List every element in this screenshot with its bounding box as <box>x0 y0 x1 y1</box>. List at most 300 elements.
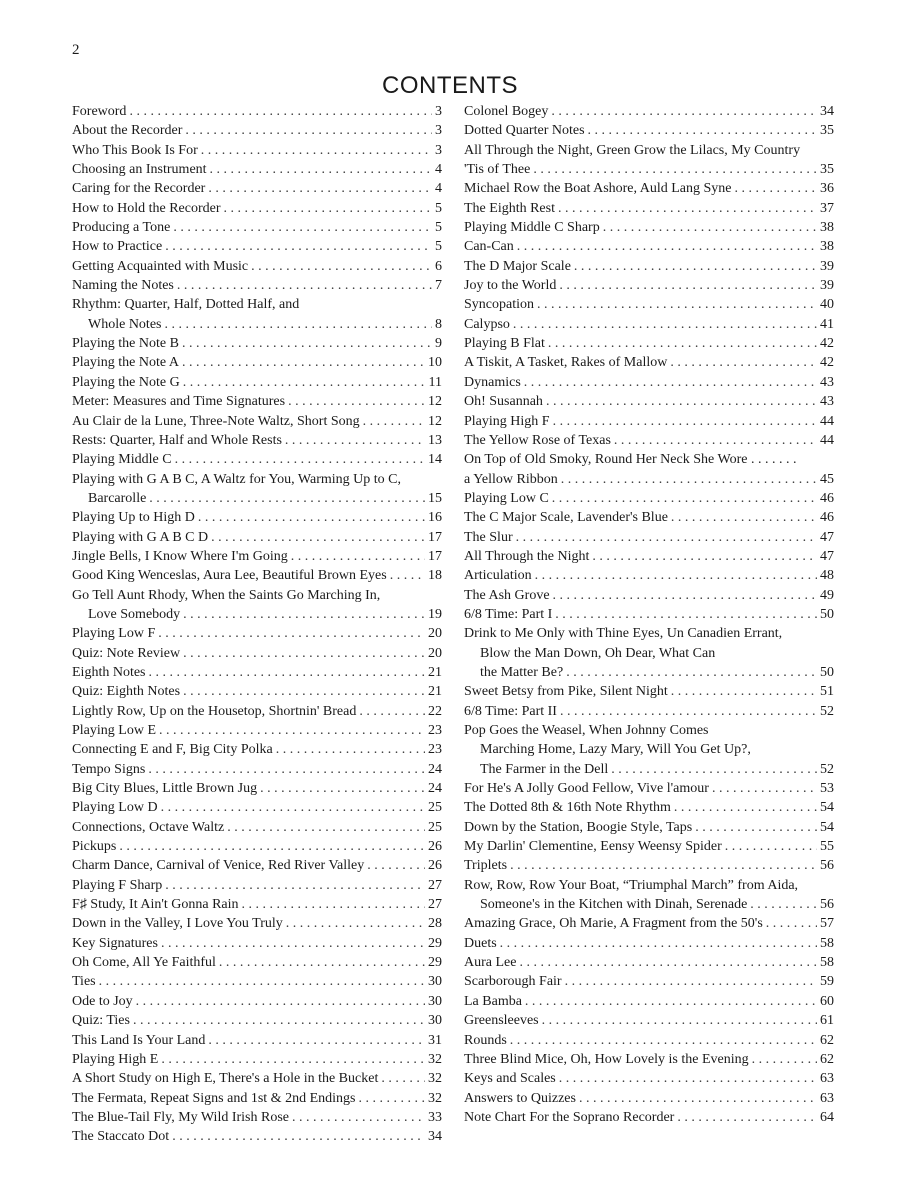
toc-entry <box>72 315 442 334</box>
dot-leader <box>510 1031 817 1050</box>
toc-entry <box>72 1108 442 1127</box>
toc-entry-page: 62 <box>820 1032 834 1048</box>
toc-entry-title: Three Blind Mice, Oh, How Lovely is the Evening <box>464 1051 749 1067</box>
dot-leader <box>276 740 425 759</box>
toc-entry <box>72 644 442 663</box>
toc-entry-page: 35 <box>820 123 834 139</box>
dot-leader <box>251 257 432 276</box>
toc-entry-title: Whole Notes <box>88 316 162 332</box>
dot-leader <box>182 353 425 372</box>
toc-entry-page: 50 <box>820 606 834 622</box>
toc-entry-page: 32 <box>428 1071 442 1087</box>
toc-entry-title: Articulation <box>464 568 532 584</box>
toc-entry-title: How to Practice <box>72 239 163 255</box>
toc-entry <box>464 392 834 411</box>
toc-entry-page: 5 <box>435 200 442 216</box>
dot-leader <box>614 431 817 450</box>
toc-entry <box>464 295 834 314</box>
toc-entry-page: 60 <box>820 993 834 1009</box>
toc-entry <box>464 586 834 605</box>
toc-entry-page: 28 <box>428 916 442 932</box>
toc-entry-page: 3 <box>435 123 442 139</box>
toc-entry-title: Oh Come, All Ye Faithful <box>72 955 216 971</box>
toc-entry-title: The Eighth Rest <box>464 200 555 216</box>
toc-entry-page: 53 <box>820 781 834 797</box>
toc-entry-page: 5 <box>435 220 442 236</box>
toc-entry-page: 30 <box>428 974 442 990</box>
dot-leader <box>574 257 817 276</box>
toc-entry <box>72 856 442 875</box>
toc-entry <box>464 412 834 431</box>
toc-entry-title: The D Major Scale <box>464 258 571 274</box>
toc-entry-page: 21 <box>428 664 442 680</box>
toc-entry-title: Down by the Station, Boogie Style, Taps <box>464 819 693 835</box>
toc-entry-page: 43 <box>820 374 834 390</box>
toc-entry-page: 63 <box>820 1071 834 1087</box>
dot-leader <box>559 1069 817 1088</box>
dot-leader <box>500 934 817 953</box>
toc-entry-page: 8 <box>435 316 442 332</box>
toc-entry <box>72 508 442 527</box>
toc-entry-page: 25 <box>428 819 442 835</box>
dot-leader <box>565 972 817 991</box>
toc-entry-title: Amazing Grace, Oh Marie, A Fragment from the 50's <box>464 916 763 932</box>
toc-entry-page: 23 <box>428 742 442 758</box>
toc-entry-page: 20 <box>428 626 442 642</box>
toc-entry-title: My Darlin' Clementine, Eensy Weensy Spider <box>464 839 722 855</box>
toc-entry-title: Answers to Quizzes <box>464 1090 576 1106</box>
toc-entry-title: Playing High E <box>72 1051 159 1067</box>
dot-leader <box>358 1089 425 1108</box>
toc-entry-page: 47 <box>820 548 834 564</box>
toc-entry-title: Playing High F <box>464 413 550 429</box>
toc-entry-page: 7 <box>435 278 442 294</box>
toc-entry-title: The Dotted 8th & 16th Note Rhythm <box>464 800 671 816</box>
toc-entry-title: Getting Acquainted with Music <box>72 258 249 274</box>
page-title: CONTENTS <box>382 72 518 99</box>
toc-entry-page: 54 <box>820 800 834 816</box>
toc-entry <box>72 953 442 972</box>
toc-entry-line: Pop Goes the Weasel, When Johnny Comes <box>464 723 709 738</box>
dot-leader <box>555 605 817 624</box>
dot-leader <box>291 547 425 566</box>
toc-entry-title: A Short Study on High E, There's a Hole in the Bucket <box>72 1071 379 1087</box>
toc-entry <box>464 837 834 856</box>
toc-entry-page: 42 <box>820 336 834 352</box>
dot-leader <box>165 237 432 256</box>
toc-entry-page: 58 <box>820 955 834 971</box>
toc-entry-page: 9 <box>435 336 442 352</box>
dot-leader <box>510 856 817 875</box>
toc-entry-page: 36 <box>820 181 834 197</box>
toc-entry <box>464 528 834 547</box>
dot-leader <box>535 566 817 585</box>
toc-entry-title: Calypso <box>464 316 510 332</box>
toc-entry-title: How to Hold the Recorder <box>72 200 221 216</box>
toc-entry-page: 43 <box>820 394 834 410</box>
toc-entry-title: Jingle Bells, I Know Where I'm Going <box>72 548 288 564</box>
toc-entry <box>464 566 834 585</box>
toc-entry-page: 38 <box>820 220 834 236</box>
toc-entry <box>72 276 442 295</box>
toc-entry-title: Quiz: Eighth Notes <box>72 684 181 700</box>
toc-entry-page: 29 <box>428 955 442 971</box>
toc-entry-page: 6 <box>435 258 442 274</box>
toc-entry-page: 21 <box>428 684 442 700</box>
toc-entry-line: Rhythm: Quarter, Half, Dotted Half, and <box>72 297 300 313</box>
toc-entry <box>72 392 442 411</box>
toc-entry <box>72 257 442 276</box>
dot-leader <box>183 682 425 701</box>
dot-leader <box>553 586 817 605</box>
dot-leader <box>161 798 425 817</box>
toc-entry-title: The Ash Grove <box>464 587 550 603</box>
toc-entry-title: 6/8 Time: Part I <box>464 606 553 622</box>
toc-entry-line: Row, Row, Row Your Boat, “Triumphal March” from Aida, <box>464 877 799 893</box>
toc-entry <box>464 779 834 798</box>
toc-entry <box>72 914 442 933</box>
dot-leader <box>182 334 432 353</box>
page-number: 2 <box>72 42 80 58</box>
dot-leader <box>158 624 425 643</box>
dot-leader <box>725 837 817 856</box>
toc-entry-title: Connections, Octave Waltz <box>72 819 225 835</box>
toc-entry <box>464 470 834 489</box>
toc-entry-page: 22 <box>428 703 442 719</box>
toc-entry <box>464 798 834 817</box>
toc-entry <box>464 218 834 237</box>
toc-entry-page: 52 <box>820 703 834 719</box>
toc-entry <box>464 818 834 837</box>
toc-entry-title: Big City Blues, Little Brown Jug <box>72 781 258 797</box>
toc-entry <box>464 237 834 256</box>
toc-entry-page: 34 <box>428 1129 442 1145</box>
toc-entry <box>72 334 442 353</box>
toc-entry <box>72 992 442 1011</box>
toc-entry-page: 32 <box>428 1051 442 1067</box>
toc-entry-title: Dynamics <box>464 374 521 390</box>
dot-leader <box>553 412 817 431</box>
toc-entry <box>72 702 442 721</box>
contents-right-column <box>464 102 834 1127</box>
dot-leader <box>537 295 817 314</box>
toc-entry <box>72 528 442 547</box>
toc-entry <box>464 1031 834 1050</box>
toc-entry-title: Charm Dance, Carnival of Venice, Red River Valley <box>72 858 365 874</box>
toc-entry-title: All Through the Night <box>464 548 590 564</box>
dot-leader <box>119 837 425 856</box>
dot-leader <box>183 644 425 663</box>
toc-entry-page: 47 <box>820 529 834 545</box>
toc-entry-title: the Matter Be? <box>480 664 564 680</box>
dot-leader <box>227 818 425 837</box>
toc-entry-title: For He's A Jolly Good Fellow, Vive l'amour <box>464 781 709 797</box>
toc-entry <box>72 1069 442 1088</box>
toc-entry <box>464 121 834 140</box>
toc-entry <box>464 934 834 953</box>
dot-leader <box>750 895 817 914</box>
dot-leader <box>208 179 432 198</box>
toc-entry <box>464 682 834 701</box>
toc-entry <box>464 992 834 1011</box>
toc-entry-title: The Farmer in the Dell <box>480 761 609 777</box>
toc-entry <box>72 566 442 585</box>
toc-entry-page: 18 <box>428 568 442 584</box>
toc-entry-title: Rests: Quarter, Half and Whole Rests <box>72 432 282 448</box>
dot-leader <box>542 1011 817 1030</box>
toc-entry-title: a Yellow Ribbon <box>464 471 558 487</box>
dot-leader <box>292 1108 425 1127</box>
contents-left-column <box>72 102 442 1147</box>
dot-leader <box>558 199 817 218</box>
toc-entry-page: 23 <box>428 723 442 738</box>
dot-leader <box>363 412 425 431</box>
toc-entry-title: About the Recorder <box>72 123 183 139</box>
toc-entry-page: 54 <box>820 819 834 835</box>
dot-leader <box>671 682 817 701</box>
toc-entry <box>72 760 442 779</box>
toc-entry-title: Playing the Note G <box>72 374 180 390</box>
toc-entry-page: 35 <box>820 162 834 178</box>
dot-leader <box>177 276 432 295</box>
toc-entry-page: 45 <box>820 471 834 487</box>
toc-entry-title: The Blue-Tail Fly, My Wild Irish Rose <box>72 1109 289 1125</box>
dot-leader <box>172 1127 425 1146</box>
toc-entry-title: Pickups <box>72 839 117 855</box>
toc-entry-title: Keys and Scales <box>464 1071 556 1087</box>
toc-entry-title: Playing B Flat <box>464 336 545 352</box>
toc-entry-page: 13 <box>428 432 442 448</box>
toc-entry <box>72 837 442 856</box>
dot-leader <box>99 972 425 991</box>
toc-entry-title: The C Major Scale, Lavender's Blue <box>464 510 668 526</box>
toc-entry-page: 49 <box>820 587 834 603</box>
dot-leader <box>260 779 425 798</box>
toc-entry-title: Triplets <box>464 858 508 874</box>
toc-entry-title: Playing the Note A <box>72 355 179 371</box>
toc-entry <box>464 914 834 933</box>
toc-entry-title: Playing the Note B <box>72 336 179 352</box>
toc-entry-page: 33 <box>428 1109 442 1125</box>
dot-leader <box>161 934 425 953</box>
dot-leader <box>548 334 817 353</box>
toc-entry <box>464 315 834 334</box>
toc-entry <box>72 972 442 991</box>
toc-entry-title: Producing a Tone <box>72 220 171 236</box>
dot-leader <box>165 876 425 895</box>
toc-entry-title: Dotted Quarter Notes <box>464 123 585 139</box>
toc-entry <box>464 373 834 392</box>
toc-entry-page: 50 <box>820 664 834 680</box>
dot-leader <box>208 1031 425 1050</box>
toc-entry <box>72 373 442 392</box>
toc-entry-page: 56 <box>820 858 834 874</box>
dot-leader <box>524 373 817 392</box>
toc-entry-page: 32 <box>428 1090 442 1106</box>
dot-leader <box>592 547 817 566</box>
toc-entry-title: Syncopation <box>464 297 534 313</box>
toc-entry-title: Quiz: Ties <box>72 1013 130 1029</box>
toc-entry-page: 63 <box>820 1090 834 1106</box>
toc-entry <box>72 199 442 218</box>
toc-entry-page: 12 <box>428 413 442 429</box>
toc-entry-title: F♯ Study, It Ain't Gonna Rain <box>72 897 239 913</box>
dot-leader <box>390 566 425 585</box>
toc-entry <box>72 798 442 817</box>
toc-entry-page: 14 <box>428 452 442 468</box>
dot-leader <box>210 160 432 179</box>
toc-entry-page: 25 <box>428 800 442 816</box>
toc-entry-title: Playing Low F <box>72 626 156 642</box>
toc-entry <box>72 237 442 256</box>
dot-leader <box>735 179 817 198</box>
toc-entry-page: 24 <box>428 781 442 797</box>
toc-entry-page: 46 <box>820 490 834 506</box>
dot-leader <box>148 760 425 779</box>
toc-entry-title: Colonel Bogey <box>464 104 549 119</box>
toc-entry-title: The Staccato Dot <box>72 1129 170 1145</box>
toc-entry-title: The Slur <box>464 529 513 545</box>
toc-entry-title: Playing Middle C Sharp <box>464 220 600 236</box>
dot-leader <box>198 508 425 527</box>
toc-entry-page: 31 <box>428 1032 442 1048</box>
toc-entry-page: 30 <box>428 993 442 1009</box>
toc-entry-page: 59 <box>820 974 834 990</box>
dot-leader <box>671 508 817 527</box>
dot-leader <box>516 528 817 547</box>
dot-leader <box>224 199 432 218</box>
dot-leader <box>173 218 432 237</box>
toc-entry-line: Playing with G A B C, A Waltz for You, Warming Up to C, <box>72 471 401 487</box>
toc-entry <box>464 276 834 295</box>
dot-leader <box>552 489 817 508</box>
toc-entry-title: Sweet Betsy from Pike, Silent Night <box>464 684 668 700</box>
toc-entry <box>72 895 442 914</box>
toc-entry <box>464 1011 834 1030</box>
dot-leader <box>559 276 817 295</box>
dot-leader <box>766 914 817 933</box>
dot-leader <box>175 450 425 469</box>
toc-entry-page: 11 <box>428 374 442 390</box>
toc-entry-page: 42 <box>820 355 834 371</box>
toc-entry <box>72 412 442 431</box>
toc-entry-title: Someone's in the Kitchen with Dinah, Serenade <box>480 897 748 913</box>
dot-leader <box>752 1050 817 1069</box>
toc-entry-title: Playing Low E <box>72 723 156 738</box>
toc-entry <box>464 102 834 121</box>
toc-entry <box>72 547 442 566</box>
dot-leader <box>242 895 425 914</box>
toc-entry <box>464 953 834 972</box>
dot-leader <box>159 721 425 740</box>
toc-entry <box>464 1050 834 1069</box>
toc-entry <box>464 895 834 914</box>
toc-entry <box>72 1127 442 1146</box>
toc-entry-page: 55 <box>820 839 834 855</box>
toc-entry-title: A Tiskit, A Tasket, Rakes of Mallow <box>464 355 668 371</box>
toc-entry <box>72 160 442 179</box>
toc-entry-title: Tempo Signs <box>72 761 146 777</box>
toc-entry-page: 57 <box>820 916 834 932</box>
toc-entry-page: 24 <box>428 761 442 777</box>
toc-entry-line: Go Tell Aunt Rhody, When the Saints Go Marching In, <box>72 587 381 603</box>
dot-leader <box>219 953 425 972</box>
toc-entry-line: Marching Home, Lazy Mary, Will You Get Up?, <box>480 742 751 758</box>
toc-entry-page: 10 <box>428 355 442 371</box>
toc-entry <box>72 682 442 701</box>
toc-entry-title: Ode to Joy <box>72 993 133 1009</box>
toc-entry-title: Caring for the Recorder <box>72 181 206 197</box>
toc-entry-title: Connecting E and F, Big City Polka <box>72 742 273 758</box>
toc-entry-page: 26 <box>428 839 442 855</box>
toc-entry-title: Oh! Susannah <box>464 394 543 410</box>
toc-entry <box>72 450 442 469</box>
dot-leader <box>161 1050 425 1069</box>
toc-entry-page: 46 <box>820 510 834 526</box>
toc-entry <box>72 605 442 624</box>
toc-entry <box>464 199 834 218</box>
toc-entry-title: Good King Wenceslas, Aura Lee, Beautiful Brown Eyes <box>72 568 387 584</box>
dot-leader <box>561 470 817 489</box>
dot-leader <box>211 528 425 547</box>
toc-entry <box>72 740 442 759</box>
toc-entry <box>72 779 442 798</box>
toc-entry-page: 17 <box>428 529 442 545</box>
toc-entry-title: Quiz: Note Review <box>72 645 181 661</box>
toc-entry-title: Scarborough Fair <box>464 974 562 990</box>
toc-entry-title: Choosing an Instrument <box>72 162 207 178</box>
toc-entry-title: The Fermata, Repeat Signs and 1st & 2nd Endings <box>72 1090 356 1106</box>
dot-leader <box>546 392 817 411</box>
toc-entry-line: Drink to Me Only with Thine Eyes, Un Canadien Errant, <box>464 626 783 642</box>
toc-entry-page: 27 <box>428 897 442 913</box>
toc-entry-page: 56 <box>820 897 834 913</box>
toc-entry-page: 51 <box>820 684 834 700</box>
dot-leader <box>533 160 817 179</box>
dot-leader <box>588 121 817 140</box>
toc-entry-page: 62 <box>820 1051 834 1067</box>
toc-entry <box>72 1050 442 1069</box>
toc-entry-title: Eighth Notes <box>72 664 146 680</box>
dot-leader <box>286 914 425 933</box>
toc-entry-page: 12 <box>428 394 442 410</box>
dot-leader <box>525 992 817 1011</box>
toc-entry <box>464 760 834 779</box>
toc-entry-title: Key Signatures <box>72 935 158 951</box>
toc-entry-line: Blow the Man Down, Oh Dear, What Can <box>480 645 716 661</box>
toc-entry-title: Down in the Valley, I Love You Truly <box>72 916 283 932</box>
toc-entry-title: Playing F Sharp <box>72 877 163 893</box>
dot-leader <box>381 1069 425 1088</box>
toc-entry <box>72 934 442 953</box>
dot-leader <box>183 373 426 392</box>
dot-leader <box>164 315 432 334</box>
toc-entry-title: Playing Middle C <box>72 452 172 468</box>
toc-entry <box>72 141 442 160</box>
toc-entry-title: Foreword <box>72 104 127 119</box>
toc-entry <box>72 489 442 508</box>
toc-entry <box>464 547 834 566</box>
dot-leader <box>288 392 425 411</box>
toc-entry-page: 64 <box>820 1109 834 1125</box>
toc-entry-page: 16 <box>428 510 442 526</box>
toc-entry-page: 30 <box>428 1013 442 1029</box>
toc-entry-title: Joy to the World <box>464 278 557 294</box>
toc-entry-title: Note Chart For the Soprano Recorder <box>464 1109 675 1125</box>
toc-entry <box>464 1069 834 1088</box>
toc-entry-page: 5 <box>435 239 442 255</box>
dot-leader <box>712 779 817 798</box>
